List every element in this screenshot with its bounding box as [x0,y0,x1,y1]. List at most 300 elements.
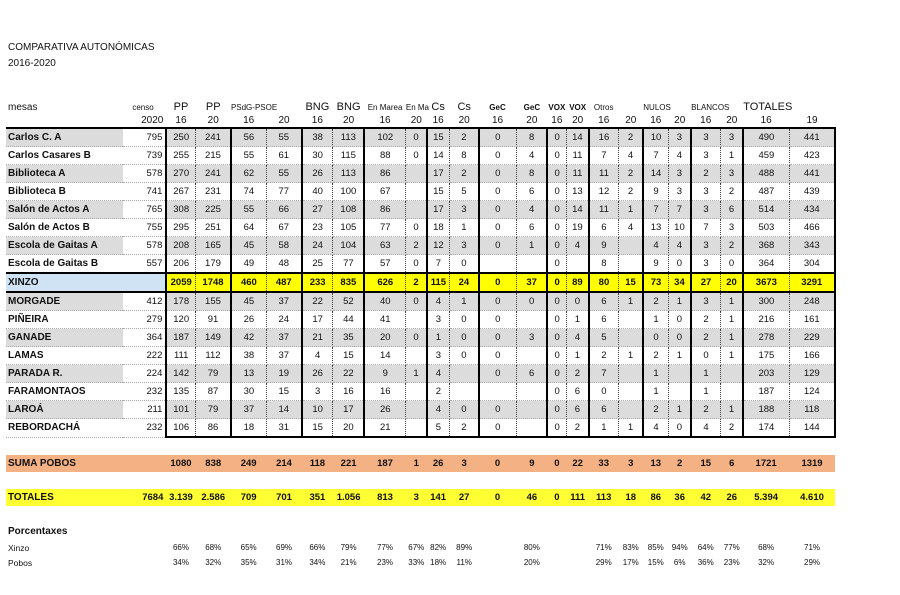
table-row [6,183,835,201]
table-cell: 26 [302,165,333,183]
table-cell [516,401,547,419]
table-cell: 0 [547,219,566,237]
table-cell: 19 [566,219,589,237]
table-cell: 0 [406,292,427,311]
table-cell: 16 [547,114,566,128]
table-cell: 17 [302,311,333,329]
row-label: REBORDACHÁ [6,419,123,438]
table-cell: 0 [479,147,516,165]
table-cell: 4 [668,237,691,255]
table-cell: 106 [166,419,195,438]
table-cell: 30 [302,147,333,165]
table-cell [450,365,479,383]
table-cell: 45 [231,237,266,255]
table-cell: 175 [743,347,789,365]
table-cell [789,100,835,114]
table-cell: 135 [166,383,195,401]
table-cell: 144 [789,419,835,438]
table-cell: 3 [450,237,479,255]
table-row [6,329,835,347]
table-cell: 111 [166,347,195,365]
table-cell: 1 [618,201,643,219]
table-cell [566,255,589,274]
table-cell: 15 [618,273,643,292]
table-cell: 113 [333,165,364,183]
table-cell: 102 [364,128,406,147]
table-cell: 578 [123,165,167,183]
table-cell: 0 [547,292,566,311]
table-cell: 203 [743,365,789,383]
table-cell: 24 [450,273,479,292]
spacer-row [6,437,835,455]
table-row [6,273,835,292]
table-cell: 64% [697,543,714,552]
table-cell: 2 [618,165,643,183]
table-cell: 24 [266,311,301,329]
table-cell: 3 [450,201,479,219]
table-cell: 20 [668,114,691,128]
table-cell: 21% [340,558,357,567]
table-cell [516,383,547,401]
table-cell: 6% [673,558,686,567]
table-cell: 248 [789,292,835,311]
totales-row [6,489,835,506]
table-cell: 1 [643,365,668,383]
row-label: Salón de Actos A [6,201,123,219]
table-cell [516,255,547,274]
table-cell: 3 [450,455,479,472]
table-cell: 26 [427,455,450,472]
table-cell: 0 [668,311,691,329]
table-cell: 279 [123,311,167,329]
table-cell: 578 [123,237,167,255]
table-cell: 10 [302,401,333,419]
table-cell: 23% [723,558,740,567]
table-cell: 0 [479,292,516,311]
table-cell: 2020 [123,114,167,128]
row-label: Xinzo [8,542,30,553]
table-cell: 2 [720,237,743,255]
table-cell: 2.586 [196,489,231,506]
table-cell: 7 [643,201,668,219]
table-cell: 460 [231,273,266,292]
table-cell: 1 [450,292,479,311]
table-cell: 20 [196,114,231,128]
table-cell: 795 [123,128,167,147]
table-cell: 5 [427,419,450,438]
table-cell: 18 [618,489,643,506]
table-cell: 20 [406,114,427,128]
table-cell: 12 [589,183,618,201]
table-cell: 26 [720,489,743,506]
spacer-row [6,506,835,523]
table-cell: 10 [643,128,668,147]
table-row [6,311,835,329]
table-cell: 113 [333,128,364,147]
table-cell: 3 [691,201,720,219]
table-cell [516,347,547,365]
table-cell: 4 [427,401,450,419]
table-cell: 3 [720,165,743,183]
table-cell: 0 [547,419,566,438]
table-cell: 0 [516,292,547,311]
table-cell: 1 [427,329,450,347]
table-cell: 6 [589,401,618,419]
table-cell: 33 [589,455,618,472]
table-cell: 188 [743,401,789,419]
table-cell: 142 [166,365,195,383]
table-cell: 40 [364,292,406,311]
table-cell [516,419,547,438]
table-cell: 3 [427,311,450,329]
table-cell: 755 [123,219,167,237]
table-cell: 58 [266,237,301,255]
table-cell: 231 [196,183,231,201]
table-cell: 20 [516,114,547,128]
row-label: mesas [8,101,38,113]
table-cell: 2 [427,383,450,401]
table-cell: 3 [668,128,691,147]
table-cell: 13 [231,365,266,383]
table-cell: 0 [547,489,566,506]
table-cell: 67 [364,183,406,201]
table-cell: 37 [266,347,301,365]
table-cell: 37 [516,273,547,292]
table-cell: 16 [743,114,789,128]
table-cell [479,540,516,555]
table-cell: 3.139 [166,489,195,506]
table-cell: 490 [743,128,789,147]
porc-pobos-row [6,555,835,570]
results-table [6,100,836,570]
table-cell: Cs [431,101,445,113]
table-cell: 37 [266,329,301,347]
document-title: COMPARATIVA AUTONÓMICAS [8,42,155,53]
table-cell: 3291 [789,273,835,292]
porcentaxes-header [6,523,835,540]
table-cell: 206 [166,255,195,274]
table-cell: 16 [643,114,668,128]
table-cell: 16 [364,114,406,128]
table-row [6,401,835,419]
table-cell: 6 [589,219,618,237]
table-cell: 813 [364,489,406,506]
table-cell: 77% [723,543,740,552]
table-cell: 3 [691,292,720,311]
row-label: SUMA POBOS [6,455,123,472]
table-cell: 86 [196,419,231,438]
table-cell: 3 [302,383,333,401]
table-cell: 86 [364,165,406,183]
table-cell: 89 [566,273,589,292]
table-cell: 112 [196,347,231,365]
table-cell: 557 [123,255,167,274]
table-cell: 20 [450,114,479,128]
table-cell: 20 [618,114,643,128]
table-cell: 9 [589,237,618,255]
table-cell: 21 [364,419,406,438]
table-cell: 0 [566,292,589,311]
table-cell: 0 [668,329,691,347]
table-cell: 1 [720,147,743,165]
table-cell: 30 [231,383,266,401]
table-cell: 124 [789,383,835,401]
table-cell: 66 [266,201,301,219]
table-cell: 232 [123,419,167,438]
table-cell: 63 [364,237,406,255]
table-cell [720,365,743,383]
table-cell: 52 [333,292,364,311]
table-cell: 295 [166,219,195,237]
table-cell: 0 [479,347,516,365]
table-cell [123,455,167,472]
table-cell: 115 [427,273,450,292]
table-cell: 0 [479,329,516,347]
table-cell: 89% [456,543,473,552]
table-cell: 3 [691,237,720,255]
table-cell: 56 [231,128,266,147]
table-cell: 15 [333,347,364,365]
table-cell [406,383,427,401]
table-cell: 55 [266,165,301,183]
table-cell: 149 [196,329,231,347]
header-row-parties [6,100,835,114]
table-cell: 8 [516,165,547,183]
table-cell: 2 [643,292,668,311]
table-cell: 31% [276,558,293,567]
table-cell: 179 [196,255,231,274]
table-cell: 3 [691,128,720,147]
table-cell: 20 [566,114,589,128]
table-cell: 8 [516,128,547,147]
table-cell [547,555,566,570]
table-cell: 100 [333,183,364,201]
table-cell: 249 [231,455,266,472]
table-cell: 71% [804,543,821,552]
table-cell: 20 [333,419,364,438]
table-cell: 1 [450,219,479,237]
table-cell: 15 [302,419,333,438]
table-cell: 11% [456,558,472,567]
table-cell: 0 [479,219,516,237]
table-cell: 351 [302,489,333,506]
table-cell: 1 [668,347,691,365]
table-cell: 0 [479,201,516,219]
table-cell: 187 [166,329,195,347]
table-cell: 86 [364,201,406,219]
table-cell: 26 [364,401,406,419]
table-cell: NULOS [643,102,671,112]
table-cell: 251 [196,219,231,237]
table-cell: 215 [196,147,231,165]
table-cell: 3 [516,329,547,347]
table-cell: 0 [668,419,691,438]
table-cell: 1721 [743,455,789,472]
table-cell: 65% [240,543,257,552]
table-cell: 141 [427,489,450,506]
table-cell: 67 [266,219,301,237]
table-cell: 11 [589,165,618,183]
table-cell: 5 [589,329,618,347]
table-cell: 0 [406,128,427,147]
table-cell: 434 [789,201,835,219]
table-cell: 487 [743,183,789,201]
table-cell: 80% [523,543,540,552]
table-cell: 741 [123,183,167,201]
table-cell: 278 [743,329,789,347]
table-cell: 0 [450,311,479,329]
table-cell: 0 [589,383,618,401]
table-cell: 21 [302,329,333,347]
table-cell: 16 [479,114,516,128]
table-cell: 423 [789,147,835,165]
table-cell: 487 [266,273,301,292]
table-cell: 9 [643,183,668,201]
table-cell: 13 [566,183,589,201]
table-cell: 1 [566,311,589,329]
table-cell: 4.610 [789,489,835,506]
table-cell: 1 [643,311,668,329]
table-cell: 739 [123,147,167,165]
table-cell: 441 [789,128,835,147]
table-cell: 7 [691,219,720,237]
table-cell: 0 [547,347,566,365]
table-cell: 1 [618,419,643,438]
table-cell: 0 [547,201,566,219]
table-cell: 6 [720,455,743,472]
table-cell: 1 [668,401,691,419]
table-cell: 31 [266,419,301,438]
table-cell: 7 [589,365,618,383]
table-cell: 69% [276,543,293,552]
table-cell: 113 [589,489,618,506]
table-cell: 174 [743,419,789,438]
table-cell: 1.056 [333,489,364,506]
table-cell: 4 [427,292,450,311]
row-label [6,114,123,128]
table-cell: 13 [643,219,668,237]
table-cell: 115 [333,147,364,165]
table-cell: 13 [643,455,668,472]
row-label: Carlos Casares B [6,147,123,165]
table-cell: 0 [479,128,516,147]
table-cell: 270 [166,165,195,183]
table-cell: 55 [266,128,301,147]
table-cell: 3 [668,183,691,201]
table-cell: 16 [364,383,406,401]
table-cell: 86 [643,489,668,506]
table-cell: 12 [427,237,450,255]
table-cell: 6 [566,383,589,401]
table-cell: 77% [377,543,394,552]
table-cell: 4 [618,147,643,165]
table-cell: 1 [618,292,643,311]
table-cell: 0 [691,347,720,365]
table-cell: 0 [720,255,743,274]
table-cell: 45 [231,292,266,311]
table-row [6,383,835,401]
table-cell: 42 [231,329,266,347]
row-label: LAROÁ [6,401,123,419]
table-cell: 0 [643,329,668,347]
table-cell: 0 [450,255,479,274]
table-cell: 16 [691,114,720,128]
row-label: LAMAS [6,347,123,365]
spacer-row [6,472,835,489]
row-label: Salón de Actos B [6,219,123,237]
table-cell: 187 [364,455,406,472]
table-cell: 7 [427,255,450,274]
table-cell: 701 [266,489,301,506]
table-cell: 224 [123,365,167,383]
table-cell: 1748 [196,273,231,292]
table-cell [618,311,643,329]
table-cell: 7 [589,147,618,165]
suma-pobos-row [6,455,835,472]
table-cell: 3 [691,255,720,274]
table-cell: BNG [305,101,330,113]
table-cell: 14 [566,128,589,147]
table-cell [720,383,743,401]
table-cell: 18% [430,558,447,567]
table-cell: 11 [566,147,589,165]
table-cell: 3 [691,183,720,201]
table-cell: Cs [457,101,471,113]
table-cell: 155 [196,292,231,311]
table-cell: 34% [172,558,189,567]
table-cell: 166 [789,347,835,365]
table-cell: 6 [516,365,547,383]
table-cell: 55 [231,201,266,219]
table-cell: 15% [647,558,664,567]
table-cell: 7684 [123,489,167,506]
table-cell: 9 [516,455,547,472]
table-row [6,237,835,255]
table-cell: 18 [427,219,450,237]
table-cell: 4 [516,201,547,219]
table-cell: 626 [364,273,406,292]
table-cell: 0 [547,401,566,419]
table-cell [406,401,427,419]
table-cell: 0 [547,311,566,329]
table-cell: 1 [516,237,547,255]
table-cell: 1319 [789,455,835,472]
row-label: GANADE [6,329,123,347]
table-cell: 2 [643,347,668,365]
table-cell: 5 [450,183,479,201]
table-cell: BLANCOS [691,102,730,112]
table-cell: 364 [743,255,789,274]
table-cell: 216 [743,311,789,329]
table-cell: 32% [205,558,222,567]
table-cell: 111 [566,489,589,506]
table-cell: 4 [643,419,668,438]
row-label: Escola de Gaitas A [6,237,123,255]
table-cell: 3 [720,128,743,147]
table-cell: 19 [266,365,301,383]
table-cell: 0 [479,401,516,419]
table-cell: 2 [589,347,618,365]
table-cell: 1 [720,292,743,311]
table-cell: 304 [789,255,835,274]
table-cell: 441 [789,165,835,183]
table-cell: 2059 [166,273,195,292]
row-label: XINZO [6,273,123,292]
table-cell: 6 [589,311,618,329]
table-row [6,219,835,237]
table-cell: 241 [196,165,231,183]
table-cell: 2 [691,401,720,419]
